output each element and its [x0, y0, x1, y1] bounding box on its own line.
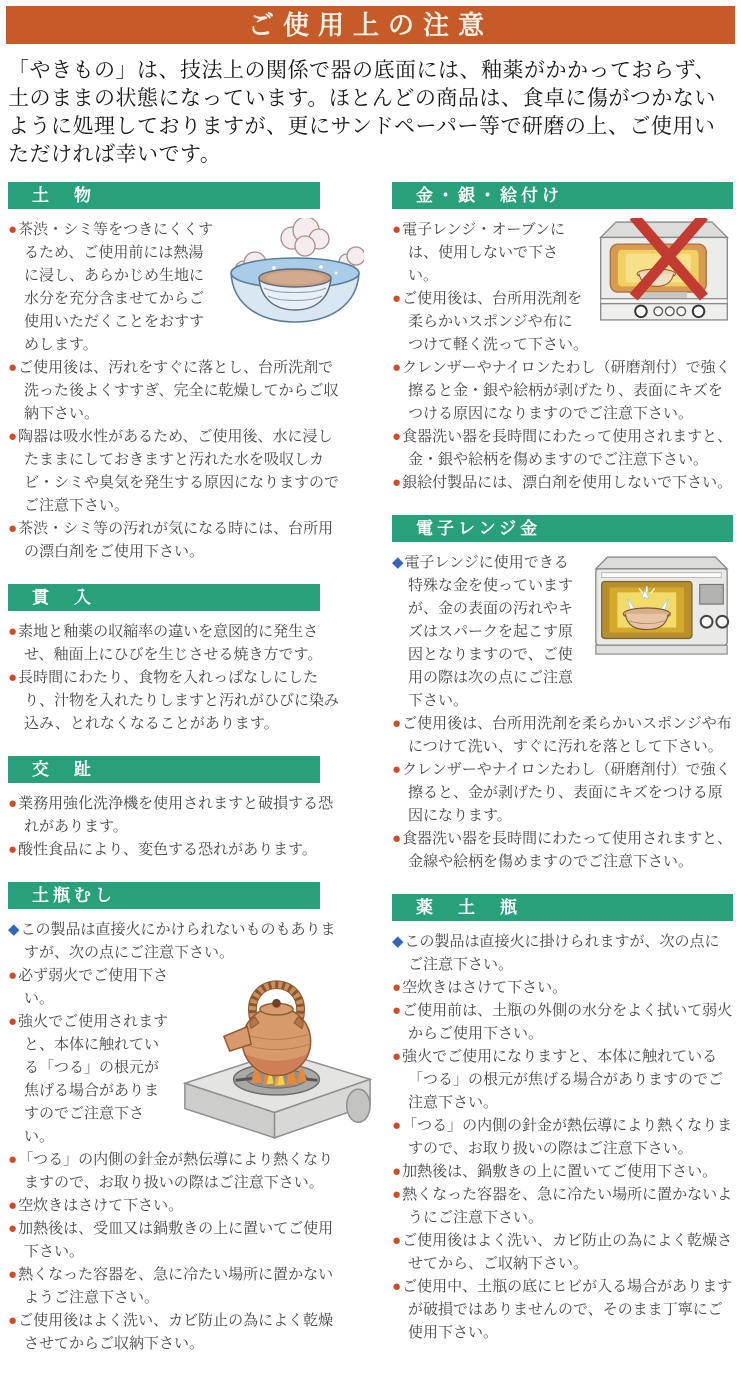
page-banner-title: ご使用上の注意: [6, 6, 735, 44]
bullet-text: 加熱後は、鍋敷きの上に置いてご使用下さい。: [402, 1163, 718, 1180]
bullet-icon: ●: [8, 669, 18, 686]
bullet-icon: ●: [8, 1266, 18, 1283]
bullet-text: 業務用強化洗浄機を使用されますと破損する恐れがあります。: [18, 795, 334, 835]
bullet-icon: ●: [392, 221, 402, 238]
bullet-text: ご使用前は、土瓶の外側の水分をよく拭いて弱火からご使用下さい。: [402, 1002, 733, 1042]
bullet-icon: ●: [8, 1013, 18, 1030]
bullet-text: 陶器は吸水性があるため、ご使用後、水に浸したままにしておきますと汚れた水を吸収しカビ・シミや臭気を発生する原因になりますのでご注意下さい。: [18, 428, 340, 514]
bullet-icon: ●: [8, 623, 18, 640]
bullet-text: 茶渋・シミ等の汚れが気になる時には、台所用の漂白剤をご使用下さい。: [18, 520, 334, 560]
bullet-text: 食器洗い器を長時間にわたって使用されますと、金・銀や絵柄を傷めますのでご注意下さい。: [402, 428, 733, 468]
section-header-kusuri-dobin: 薬 土 瓶: [392, 894, 733, 921]
bullet-text: クレンザーやナイロンたわし（研磨剤付）で強く擦ると金・銀や絵柄が剥げたり、表面にキズをつける原因になりますのでご注意下さい。: [402, 359, 731, 422]
bullet-text: 食器洗い器を長時間にわたって使用されますと、金線や絵柄を傷めますのでご注意下さい。: [402, 830, 733, 870]
bullet-text: この製品は直接火に掛けられますが、次の点にご注意下さい。: [404, 933, 720, 973]
diamond-bullet-icon: ◆: [392, 554, 404, 571]
bullet-icon: ●: [392, 474, 402, 491]
bullet-icon: ●: [8, 1151, 18, 1168]
bullet-text: この製品は直接火にかけられないものもありますが、次の点にご注意下さい。: [20, 921, 336, 961]
bullet-text: 素地と釉薬の収縮率の違いを意図的に発生させ、釉面上にひびを生じさせる焼き方です。: [18, 623, 323, 663]
bullet-text: ご使用後は、台所用洗剤を柔らかいスポンジや布につけて軽く洗って下さい。: [402, 290, 589, 353]
bullet-icon: ●: [8, 428, 18, 445]
bullet-icon: ●: [392, 715, 402, 732]
bullet-icon: ●: [392, 830, 402, 847]
bullet-text: 「つる」の内側の針金が熱伝導により熱くなりますので、お取り扱いの際はご注意下さい。: [18, 1151, 334, 1191]
bullet-text: 電子レンジ・オーブンには、使用しないで下さい。: [402, 221, 565, 284]
bullet-icon: ●: [8, 967, 18, 984]
bullet-icon: ●: [392, 979, 402, 996]
bullet-icon: ●: [392, 1163, 402, 1180]
bullet-icon: ●: [8, 221, 18, 238]
intro-paragraph: 「やきもの」は、技法上の関係で器の底面には、釉薬がかかっておらず、土のままの状態になっています。ほとんどの商品は、食卓に傷がつかないように処理しておりますが、更にサンドペーパー等で研磨の上、ご使用いただければ幸いです。: [8, 58, 716, 166]
bullet-icon: ●: [8, 1197, 18, 1214]
bullet-text: 電子レンジに使用できる特殊な金を使っていますが、金の表面の汚れやキズはスパークを起こす原因となりますので、ご使用の際は次の点にご注意下さい。: [404, 554, 574, 709]
bullet-icon: ●: [8, 1220, 18, 1237]
toaster-oven-illustration: [593, 218, 735, 324]
bullet-icon: ●: [392, 290, 402, 307]
bullet-text: 「つる」の内側の針金が熱伝導により熱くなりますので、お取り扱いの際はご注意下さい。: [402, 1117, 733, 1157]
bullet-icon: ●: [392, 1048, 402, 1065]
bullet-icon: ●: [392, 1278, 402, 1295]
section-kochi: [8, 756, 344, 861]
section-header-denshi-renji-kin: 電子レンジ金: [392, 515, 733, 542]
bullet-text: 強火でご使用になりますと、本体に触れている「つる」の根元が焦げる場合がありますのでご注意下さい。: [402, 1048, 724, 1111]
bullet-icon: ●: [8, 359, 18, 376]
section-tsuchimono: [8, 182, 344, 563]
bullet-icon: ●: [392, 761, 402, 778]
section-kannyu: [8, 584, 344, 735]
teapot: [224, 985, 311, 1076]
bullet-icon: ●: [392, 1117, 402, 1134]
bullet-text: 空炊きはさけて下さい。: [402, 979, 568, 996]
section-header-kannyu: 貫 入: [8, 584, 320, 611]
bullet-icon: ●: [8, 1312, 18, 1329]
bullet-icon: ●: [392, 1232, 402, 1249]
bullet-text: 空炊きはさけて下さい。: [18, 1197, 184, 1214]
bullet-text: 熱くなった容器を、急に冷たい場所に置かないようにご注意下さい。: [402, 1186, 733, 1226]
bullet-text: クレンザーやナイロンたわし（研磨剤付）で強く擦ると、金が剥げたり、表面にキズをつける原因になります。: [402, 761, 731, 824]
section-kin-gin-etsuke: [392, 182, 733, 494]
section-header-dobinmushi: 土瓶むし: [8, 882, 320, 909]
bullet-text: ご使用後は、台所用洗剤を柔らかいスポンジや布につけて洗い、すぐに汚れを落として下さい。: [402, 715, 732, 755]
bullet-icon: ●: [8, 795, 18, 812]
soaking-bowl-illustration: [226, 218, 364, 328]
diamond-bullet-icon: ◆: [392, 933, 404, 950]
right-column: [392, 182, 733, 1365]
section-header-tsuchimono: 土 物: [8, 182, 320, 209]
two-column-layout: [0, 182, 741, 1376]
microwave-illustration: [588, 553, 735, 663]
bullet-text: 酸性食品により、変色する恐れがあります。: [18, 841, 317, 858]
section-header-kochi: 交 趾: [8, 756, 320, 783]
bullet-icon: ●: [392, 1186, 402, 1203]
bullet-icon: ●: [392, 1002, 402, 1019]
bullet-text: 熱くなった容器を、急に冷たい場所に置かないようご注意下さい。: [18, 1266, 334, 1306]
bullet-text: 必ず弱火でご使用下さい。: [18, 967, 169, 1007]
microwave-oven: [596, 557, 728, 654]
bullet-text: ご使用後はよく洗い、カビ防止の為によく乾燥させてからご収納下さい。: [18, 1312, 334, 1352]
bullet-text: 加熱後は、受皿又は鍋敷きの上に置いてご使用下さい。: [18, 1220, 334, 1260]
bullet-icon: ●: [8, 841, 18, 858]
bullet-text: 長時間にわたり、食物を入れっぱなしにしたり、汁物を入れたりしますと汚れがひびに染み込み、とれなくなることがあります。: [18, 669, 340, 732]
bullet-icon: ●: [392, 428, 402, 445]
bullet-text: 茶渋・シミ等をつきにくくするため、ご使用前には熱湯に浸し、あらかじめ生地に水分を充分含ませてからご使用いただくことをおすすめします。: [18, 221, 214, 353]
bullet-icon: ●: [392, 359, 402, 376]
bullet-text: 銀絵付製品には、漂白剤を使用しないで下さい。: [402, 474, 733, 491]
diamond-bullet-icon: ◆: [8, 921, 20, 938]
section-dobinmushi: [8, 882, 344, 1355]
teapot-on-stove-illustration: [179, 966, 374, 1142]
bullet-text: 強火でご使用されますと、本体に触れている「つる」の根元が焦げる場合がありますのでご注意下さい。: [18, 1013, 169, 1145]
bullet-text: ご使用中、土瓶の底にヒビが入る場合がありますが破損ではありませんので、そのまま丁寧にご使用下さい。: [402, 1278, 733, 1341]
left-column: [8, 182, 344, 1376]
toaster-oven: [601, 222, 728, 320]
bullet-text: ご使用後は、汚れをすぐに落とし、台所洗剤で洗った後よくすすぎ、完全に乾燥してからご収納下さい。: [18, 359, 339, 422]
bullet-text: ご使用後はよく洗い、カビ防止の為によく乾燥させてから、ご収納下さい。: [402, 1232, 733, 1272]
section-denshi-renji-kin: [392, 515, 733, 873]
bullet-icon: ●: [8, 520, 18, 537]
section-header-kin-gin-etsuke: 金・銀・絵付け: [392, 182, 733, 209]
section-kusuri-dobin: [392, 894, 733, 1344]
